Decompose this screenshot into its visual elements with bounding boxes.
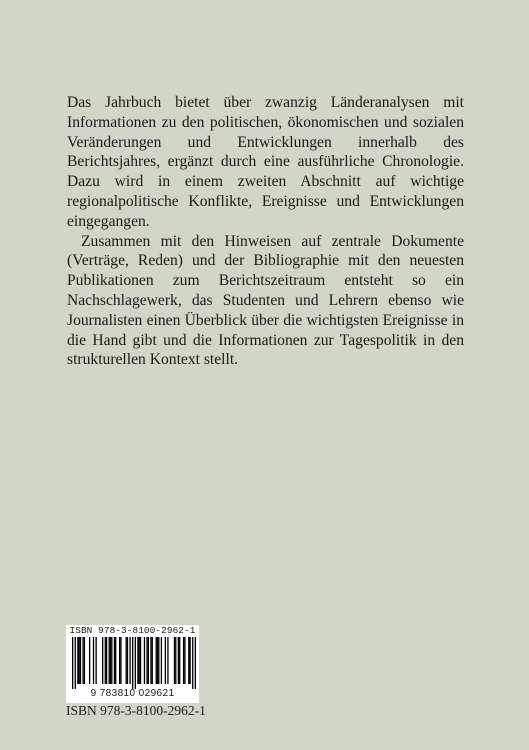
barcode-bar [137, 637, 138, 684]
barcode-bar [120, 637, 121, 684]
barcode-bar [111, 637, 112, 684]
barcode-bar [135, 637, 136, 689]
barcode-bar [178, 637, 179, 684]
barcode-bar [105, 637, 106, 684]
barcode-bar [146, 637, 147, 684]
barcode-bar [89, 637, 90, 684]
barcode-bar [102, 637, 103, 684]
barcode-bar [110, 637, 111, 684]
barcode [66, 625, 199, 703]
barcode-bar [119, 637, 120, 684]
barcode-bar [139, 637, 140, 684]
barcode-bar [157, 637, 158, 684]
isbn-line: ISBN 978-3-8100-2962-1 [66, 703, 206, 718]
barcode-bar [175, 637, 176, 684]
barcode-bar [158, 637, 159, 684]
barcode-bar [165, 637, 166, 684]
barcode-bar [148, 637, 149, 684]
barcode-bar [79, 637, 80, 684]
barcode-bar [192, 637, 193, 689]
barcode-bar [167, 637, 168, 684]
barcode-bar [161, 637, 162, 684]
barcode-bar [80, 637, 81, 684]
barcode-bar [115, 637, 116, 684]
barcode-bar [179, 637, 180, 684]
barcode-bar [127, 637, 128, 684]
barcode-bar [93, 637, 94, 684]
barcode-bar [84, 637, 85, 684]
barcode-bar [114, 637, 115, 684]
barcode-bar [109, 637, 110, 684]
barcode-bar [195, 637, 196, 689]
description-paragraph-2: Zusammen mit den Hinweisen auf zentrale Dokumente (Verträge, Reden) und der Bibliographie mit den neuesten Publikationen zum Berichtszeitraum entsteht so ein Nachschlagewerk, das Studenten und Lehrern ebenso wie Journalisten einen Überblick über die wichtigsten Ereignisse in die Hand gibt und die Informationen zur Tagespolitik in den strukturellen Kontext stellt. [67, 232, 464, 369]
barcode-bar [152, 637, 153, 684]
barcode-bar [106, 637, 107, 684]
barcode-bar [126, 637, 127, 684]
barcode-digits: 9 783810 029621 [90, 688, 175, 699]
barcode-bar [188, 637, 189, 684]
barcode-bar [184, 637, 185, 684]
description-text [67, 93, 464, 370]
barcode-bar [150, 637, 151, 684]
barcode-bar [144, 637, 145, 684]
barcode-bar [129, 637, 130, 684]
barcode-bar [156, 637, 157, 684]
barcode-bar [75, 637, 76, 689]
barcode-bar [95, 637, 96, 684]
barcode-bar [72, 637, 73, 689]
barcode-bar [77, 637, 78, 684]
barcode-bar [82, 637, 83, 684]
barcode-bars [72, 637, 196, 689]
description-paragraph-1: Das Jahrbuch bietet über zwanzig Länderanalysen mit Informationen zu den politischen, ökonomischen und sozialen Veränderungen und Entwicklungen innerhalb des Berichtsjahres, ergänzt durch eine ausführliche Chronologie. Dazu wird in einem zweiten Abschnitt auf wichtige regionalpolitische Konflikte, Ereignisse und Entwicklungen eingegangen. [67, 94, 464, 230]
barcode-bar [132, 637, 133, 689]
barcode-isbn-label: ISBN 978-3-8100-2962-1 [69, 625, 196, 636]
barcode-bar [174, 637, 175, 684]
barcode-bar [140, 637, 141, 684]
barcode-bar [183, 637, 184, 684]
barcode-bar [189, 637, 190, 684]
